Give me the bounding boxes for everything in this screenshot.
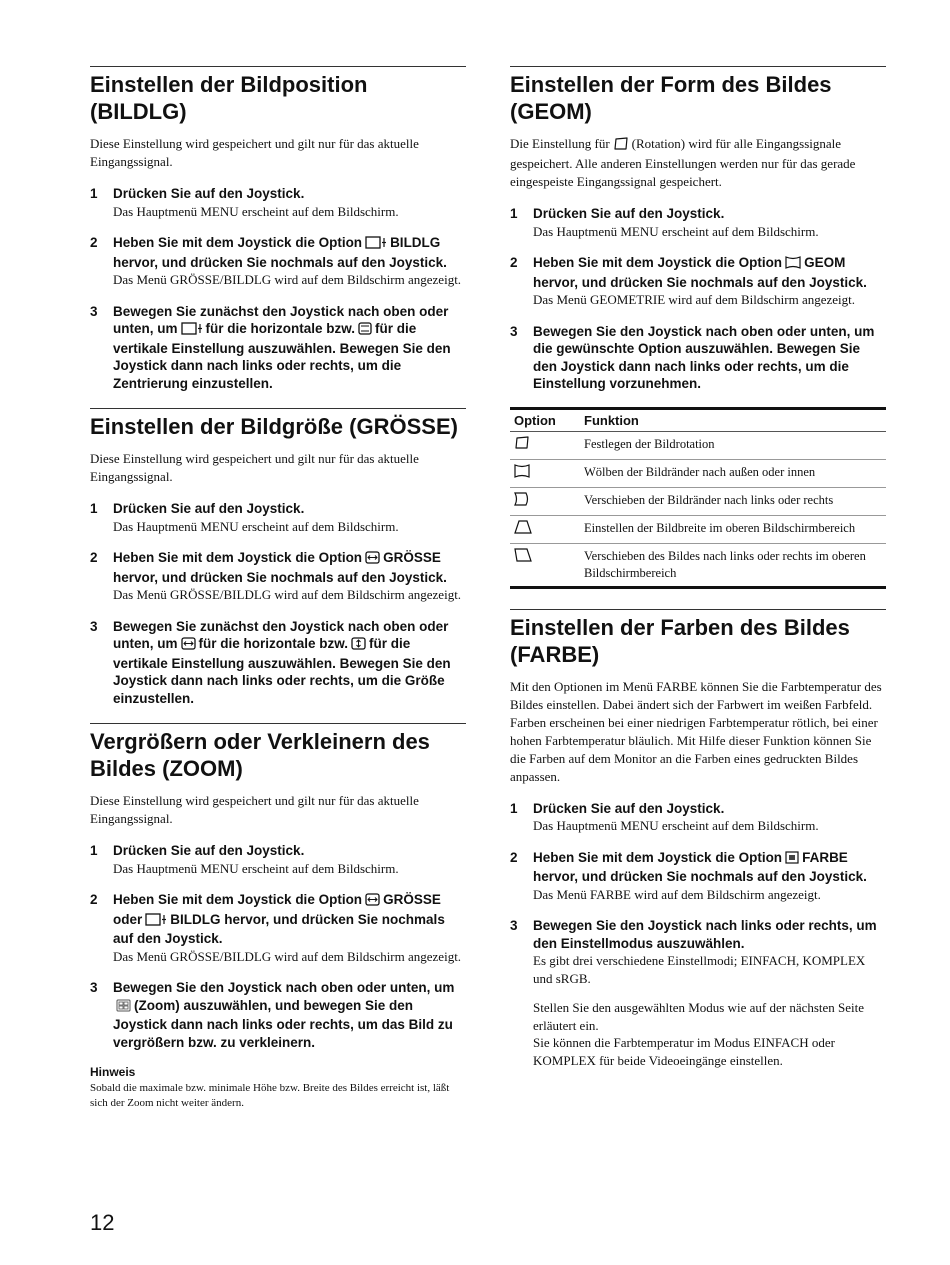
table-header-row — [510, 408, 886, 431]
step-title-part: für die vertikale Einstellung auszuwählen. Bewegen Sie den Joystick dann nach links oder rechts, um die Zentrierung einzustellen. — [113, 321, 451, 391]
step-title-part: GRÖSSE oder — [113, 892, 441, 927]
table-row — [510, 431, 886, 459]
step-2 — [510, 254, 886, 309]
intro-text: Diese Einstellung wird gespeichert und gilt nur für das aktuelle Eingangssignal. — [90, 451, 419, 484]
section-geom — [510, 66, 886, 589]
step-title-part: für die horizontale bzw. — [205, 321, 356, 336]
step-title-part: Heben Sie mit dem Joystick die Option — [113, 550, 363, 565]
geometry-options-table — [510, 407, 886, 589]
note-text: Sobald die maximale bzw. minimale Höhe bzw. Breite des Bildes erreicht ist, läßt sich der Zoom nicht weiter ändern. — [90, 1082, 450, 1109]
table-row — [510, 515, 886, 543]
title-line: Vergrößern oder Verkleinern des — [90, 729, 430, 754]
vertical-position-icon — [358, 322, 372, 340]
step-number: 3 — [510, 323, 518, 339]
step-3 — [510, 323, 886, 393]
intro-text — [510, 135, 886, 191]
step-title-part: Heben Sie mit dem Joystick die Option — [113, 892, 363, 907]
table-cell-function: Einstellen der Bildbreite im oberen Bildschirmbereich — [580, 515, 886, 543]
step-title: Drücken Sie auf den Joystick. — [533, 800, 725, 816]
step-number: 2 — [510, 255, 518, 270]
step-desc: Das Hauptmenü MENU erscheint auf dem Bildschirm. — [533, 223, 819, 239]
step-title-part: (Zoom) auszuwählen, und bewegen Sie den Joystick dann nach links oder rechts, um das Bild zu vergrößern bzw. zu verkleinern. — [113, 997, 453, 1050]
step-title — [113, 234, 466, 271]
step-number: 1 — [510, 206, 518, 221]
title-line: (FARBE) — [510, 641, 600, 667]
intro-part: Die Einstellung für — [510, 136, 610, 151]
table-row — [510, 459, 886, 487]
step-title — [113, 891, 466, 948]
step-desc: Das Hauptmenü MENU erscheint auf dem Bildschirm. — [113, 860, 399, 876]
step-2 — [90, 549, 466, 604]
title-line: (GEOM) — [510, 99, 592, 124]
step-title-part: FARBE hervor, und drücken Sie nochmals auf den Joystick. — [533, 849, 867, 884]
intro-part: (Rotation) wird für alle Eingangssignale gespeichert. Alle anderen Einstellungen werden nur für das gerade eingespeiste Eingangssignal gespeichert. — [510, 136, 856, 189]
step-title-part: Bewegen Sie zunächst den Joystick nach oben oder unten, um — [113, 303, 449, 336]
section-title-groesse: Einstellen der Bildgröße (GRÖSSE) — [90, 414, 458, 439]
position-icon — [365, 236, 387, 254]
step-desc: Sie können die Farbtemperatur im Modus EINFACH oder KOMPLEX für beide Videoeingänge einstellen. — [533, 1035, 835, 1068]
step-2 — [90, 234, 466, 289]
horizontal-size-icon — [181, 637, 196, 655]
intro-text: Diese Einstellung wird gespeichert und gilt nur für das aktuelle Eingangssignal. — [90, 136, 419, 169]
step-desc: Stellen Sie den ausgewählten Modus wie auf der nächsten Seite erläutert ein. — [533, 1000, 865, 1033]
step-number: 2 — [90, 235, 98, 250]
step-number: 1 — [510, 800, 518, 816]
step-title — [113, 549, 466, 586]
step-2 — [510, 849, 886, 904]
step-title — [533, 254, 886, 291]
step-title-part: BILDLG hervor, und drücken Sie nochmals auf den Joystick. — [113, 235, 447, 270]
step-number: 3 — [510, 918, 518, 933]
step-title-part: BILDLG hervor, und drücken Sie nochmals auf den Joystick. — [113, 911, 445, 946]
step-desc: Das Hauptmenü MENU erscheint auf dem Bildschirm. — [113, 203, 399, 219]
step-desc: Das Menü GRÖSSE/BILDLG wird auf dem Bildschirm angezeigt. — [113, 948, 462, 964]
right-column — [510, 66, 886, 1083]
page-number: 12 — [90, 1210, 115, 1235]
step-title-part: Heben Sie mit dem Joystick die Option — [533, 255, 783, 270]
table-cell-function: Verschieben des Bildes nach links oder rechts im oberen Bildschirmbereich — [584, 548, 866, 580]
step-number: 3 — [90, 618, 98, 634]
step-title-part: Heben Sie mit dem Joystick die Option — [113, 235, 363, 250]
step-desc: Es gibt drei verschiedene Einstellmodi; EINFACH, KOMPLEX und sRGB. — [533, 953, 866, 986]
step-number: 1 — [90, 186, 98, 201]
table-row — [510, 543, 886, 587]
size-icon — [365, 551, 380, 569]
title-line: Einstellen der Farben des Bildes — [510, 614, 850, 640]
step-title: Drücken Sie auf den Joystick. — [113, 843, 305, 858]
table-cell-function: Festlegen der Bildrotation — [580, 431, 886, 459]
section-title-farbe — [510, 614, 886, 668]
step-desc: Das Menü GEOMETRIE wird auf dem Bildschirm angezeigt. — [533, 292, 856, 307]
step-number: 1 — [90, 501, 98, 516]
step-desc: Das Menü FARBE wird auf dem Bildschirm angezeigt. — [533, 886, 821, 902]
step-1 — [90, 185, 466, 220]
horizontal-position-icon — [181, 322, 203, 340]
position-icon — [145, 913, 167, 931]
step-1 — [90, 842, 466, 877]
step-1 — [90, 500, 466, 535]
left-column — [90, 66, 466, 1111]
step-desc: Das Hauptmenü MENU erscheint auf dem Bildschirm. — [113, 518, 399, 534]
step-number: 2 — [90, 892, 98, 907]
note-heading: Hinweis — [90, 1065, 136, 1079]
intro-text: Mit den Optionen im Menü FARBE können Sie die Farbtemperatur des Bildes einstellen. Dabei ändert sich der Farbwert im weißen Farbfeld. Farben erscheinen bei einer niedrigen Farbtemperatur rötlich, bei einer hohen Farbtemperatur bläulich. Mit Hilfe dieser Funktion können Sie die Farben auf dem Monitor an die Farben eines gedruckten Bildes anpassen. — [510, 678, 882, 784]
step-desc: Das Hauptmenü MENU erscheint auf dem Bildschirm. — [533, 818, 819, 833]
zoom-icon — [116, 999, 131, 1017]
table-header-option: Option — [510, 408, 580, 431]
step-title-part: Bewegen Sie zunächst den Joystick nach oben oder unten, um — [113, 618, 449, 651]
step-title: Drücken Sie auf den Joystick. — [113, 501, 305, 516]
step-title — [113, 303, 466, 393]
step-title — [533, 849, 886, 886]
section-zoom — [90, 723, 466, 1111]
step-title — [113, 979, 466, 1051]
section-title-zoom — [90, 728, 466, 782]
rotation-icon — [514, 439, 530, 453]
step-title — [113, 618, 466, 708]
color-icon — [785, 851, 799, 869]
size-icon — [365, 893, 380, 911]
step-title: Bewegen Sie den Joystick nach links oder rechts, um den Einstellmodus auszuwählen. — [533, 918, 877, 951]
step-3 — [90, 979, 466, 1051]
step-number: 3 — [90, 303, 98, 319]
rotation-icon — [613, 137, 629, 155]
vertical-size-icon — [351, 637, 366, 655]
step-title-part: GRÖSSE hervor, und drücken Sie nochmals auf den Joystick. — [113, 550, 447, 585]
parallelogram-icon — [514, 551, 532, 565]
table-cell-function: Wölben der Bildränder nach außen oder innen — [580, 459, 886, 487]
step-desc: Das Menü GRÖSSE/BILDLG wird auf dem Bildschirm angezeigt. — [113, 587, 462, 602]
geometry-icon — [785, 256, 801, 274]
title-line: Einstellen der Form des Bildes — [510, 72, 832, 97]
step-number: 2 — [90, 550, 98, 565]
step-3 — [90, 303, 466, 393]
step-title-part: für die horizontale bzw. — [198, 636, 349, 651]
table-row — [510, 487, 886, 515]
section-title-geom — [510, 71, 886, 125]
title-line: (BILDLG) — [90, 99, 187, 124]
step-2 — [90, 891, 466, 965]
title-line: Einstellen der Bildposition — [90, 72, 368, 97]
section-bildlg — [90, 66, 466, 392]
step-title-part: GEOM hervor, und drücken Sie nochmals auf den Joystick. — [533, 255, 867, 290]
pin-balance-icon — [514, 495, 530, 509]
step-1 — [510, 800, 886, 835]
step-3 — [510, 917, 886, 1069]
step-title: Drücken Sie auf den Joystick. — [113, 186, 305, 201]
pincushion-icon — [514, 467, 530, 481]
intro-text: Diese Einstellung wird gespeichert und gilt nur für das aktuelle Eingangssignal. — [90, 793, 419, 826]
step-title: Bewegen Sie den Joystick nach oben oder unten, um die gewünschte Option auszuwählen. Bewegen Sie den Joystick dann nach links oder rechts, um die Einstellung vorzunehmen. — [533, 323, 875, 391]
step-title-part: für die vertikale Einstellung auszuwählen. Bewegen Sie den Joystick dann nach links oder rechts, um die Größe einzustellen. — [113, 636, 451, 706]
step-number: 3 — [90, 980, 98, 995]
step-3 — [90, 618, 466, 708]
step-number: 1 — [90, 843, 98, 858]
step-1 — [510, 205, 886, 240]
table-header-function: Funktion — [580, 408, 886, 431]
step-number: 2 — [510, 849, 518, 865]
step-title-part: Bewegen Sie den Joystick nach oben oder unten, um — [113, 980, 455, 995]
title-line: Bildes (ZOOM) — [90, 756, 243, 781]
section-farbe — [510, 609, 886, 1070]
trapezoid-icon — [514, 523, 532, 537]
section-groesse — [90, 408, 466, 707]
section-title-bildlg — [90, 71, 466, 125]
table-cell-function: Verschieben der Bildränder nach links oder rechts — [580, 487, 886, 515]
step-title: Drücken Sie auf den Joystick. — [533, 206, 725, 221]
step-desc: Das Menü GRÖSSE/BILDLG wird auf dem Bildschirm angezeigt. — [113, 272, 462, 287]
step-title-part: Heben Sie mit dem Joystick die Option — [533, 849, 783, 865]
